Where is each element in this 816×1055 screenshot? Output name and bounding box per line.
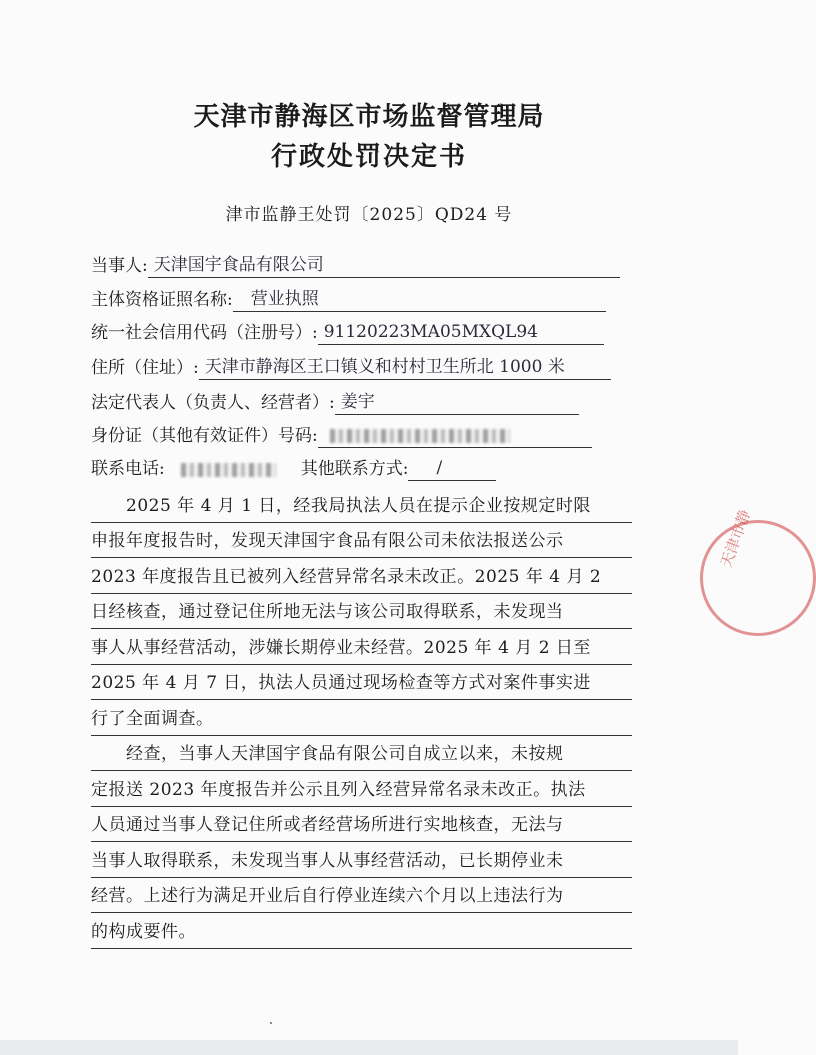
seal-text: 天津市静 — [716, 507, 755, 570]
redaction-blur — [181, 463, 276, 477]
body-line: 人员通过当事人登记住所或者经营场所进行实地核查，无法与 — [91, 811, 632, 842]
address-label: 住所（住址）: — [91, 358, 199, 378]
party-label: 当事人: — [91, 256, 148, 276]
legal-rep-value: 姜宇 — [335, 390, 579, 415]
body-line: 定报送 2023 年度报告并公示且列入经营异常名录未改正。执法 — [91, 776, 632, 807]
document-number: 津市监静王处罚〔2025〕QD24 号 — [225, 205, 513, 225]
credit-code-value: 91120223MA05MXQL94 — [318, 320, 604, 345]
official-seal-stamp — [700, 507, 816, 636]
other-contact-label: 其他联系方式: — [300, 459, 409, 479]
legal-rep-label: 法定代表人（负责人、经营者）: — [91, 393, 335, 413]
phone-value-redacted — [165, 456, 301, 482]
body-line: 当事人取得联系，未发现当事人从事经营活动，已长期停业未 — [91, 847, 632, 878]
scan-edge — [0, 1040, 738, 1055]
agency-title: 天津市静海区市场监督管理局 — [193, 102, 545, 132]
credit-code-field — [91, 320, 604, 346]
address-value: 天津市静海区王口镇义和村村卫生所北 1000 米 — [199, 355, 611, 380]
body-line: 2023 年度报告且已被列入经营异常名录未改正。2025 年 4 月 2 — [91, 563, 632, 594]
body-line: 行了全面调查。 — [91, 705, 632, 736]
body-line: 经营。上述行为满足开业后自行停业连续六个月以上违法行为 — [91, 882, 632, 913]
body-line: 日经核查，通过登记住所地无法与该公司取得联系，未发现当 — [91, 598, 632, 629]
redaction-blur — [330, 429, 510, 443]
body-line: 申报年度报告时，发现天津国宇食品有限公司未依法报送公示 — [91, 527, 632, 558]
license-label: 主体资格证照名称: — [91, 290, 233, 310]
credit-code-label: 统一社会信用代码（注册号）: — [91, 323, 318, 343]
id-number-value-redacted — [318, 423, 592, 448]
body-line: 2025 年 4 月 7 日，执法人员通过现场检查等方式对案件事实进 — [91, 669, 632, 700]
body-line: 事人从事经营活动，涉嫌长期停业未经营。2025 年 4 月 2 日至 — [91, 634, 632, 665]
legal-rep-field — [91, 390, 579, 416]
id-number-field — [91, 423, 592, 449]
document-title: 行政处罚决定书 — [270, 142, 467, 172]
license-value: 营业执照 — [233, 287, 606, 312]
phone-field — [91, 456, 496, 482]
body-line: 2025 年 4 月 1 日，经我局执法人员在提示企业按规定时限 — [91, 492, 632, 523]
body-line: 经查，当事人天津国宇食品有限公司自成立以来，未按规 — [91, 740, 632, 771]
page-speck — [270, 1022, 272, 1024]
party-value: 天津国宇食品有限公司 — [148, 253, 620, 278]
other-contact-value: / — [408, 456, 496, 481]
license-field — [91, 287, 606, 313]
party-field — [91, 253, 620, 279]
address-field — [91, 355, 611, 381]
phone-label: 联系电话: — [91, 459, 165, 479]
body-line: 的构成要件。 — [91, 918, 632, 949]
id-number-label: 身份证（其他有效证件）号码: — [91, 426, 318, 446]
